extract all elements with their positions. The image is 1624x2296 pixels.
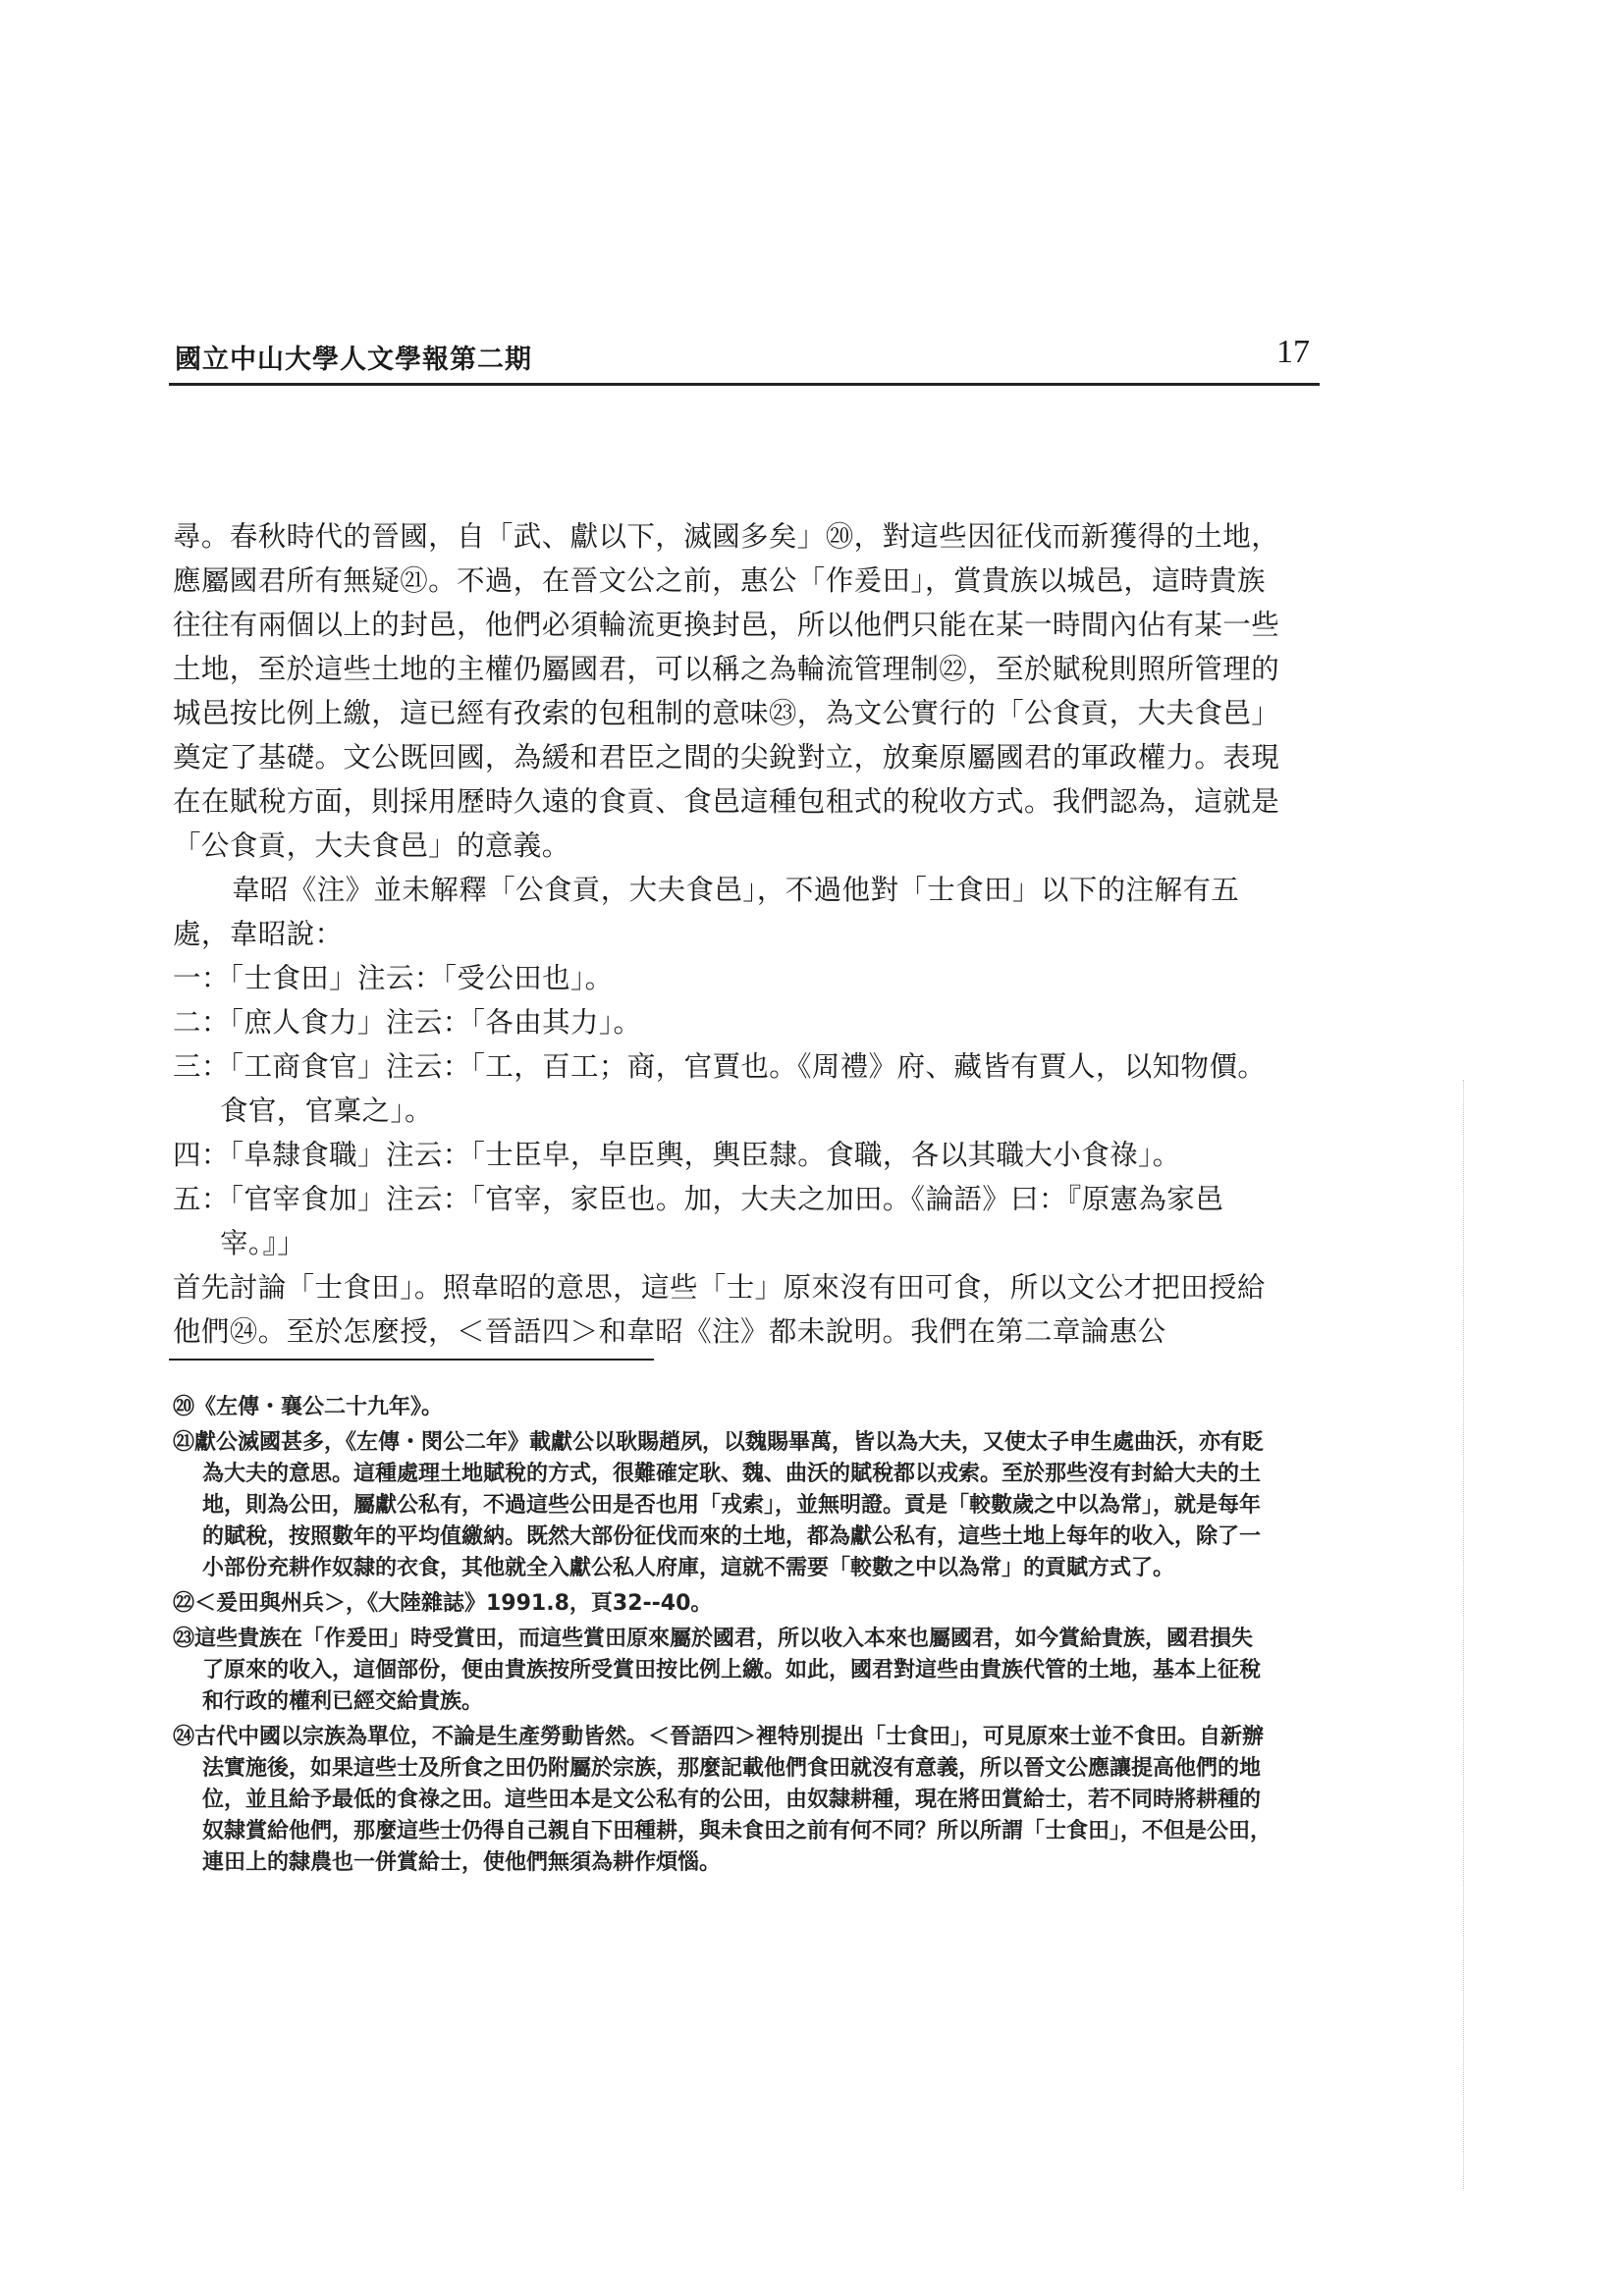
paragraph: 尋。春秋時代的晉國，自「武、獻以下，滅國多矣」⑳，對這些因征伐而新獲得的土地，應屬國君所有無疑㉑。不過，在晉文公之前，惠公「作爰田」，賞貴族以城邑，這時貴族往往有兩個以上的封邑，他們必須輪流更換封邑，所以他們只能在某一時間內佔有某一些土地，至於這些土地的主權仍屬國君，可以稱之為輪流管理制㉒，至於賦稅則照所管理的城邑按比例上繳，這已經有孜索的包租制的意味㉓，為文公實行的「公食貢，大夫食邑」奠定了基礎。文公既回國，為緩和君臣之間的尖銳對立，放棄原屬國君的軍政權力。表現在在賦稅方面，則採用歷時久遠的食貢、食邑這種包租式的稅收方式。我們認為，這就是「公食貢，大夫食邑」的意義。 [173, 520, 1280, 862]
footnote: ⑳《左傳・襄公二十九年》。 [173, 1395, 444, 1419]
journal-title: 國立中山大學人文學報第二期 [175, 345, 532, 375]
footnote: ㉒＜爰田與州兵＞，《大陸雜誌》1991.8，頁32--40。 [173, 1591, 713, 1616]
main-text [173, 514, 1282, 1354]
list-item: 四：「阜隸食職」注云：「士臣皁，皁臣輿，輿臣隸。食職，各以其職大小食祿」。 [173, 1139, 1181, 1171]
footnote-rule [169, 1359, 654, 1361]
footnotes [173, 1392, 1272, 1883]
paragraph: 韋昭《注》並未解釋「公食貢，大夫食邑」，不過他對「士食田」以下的注解有五處，韋昭說： [173, 874, 1240, 950]
footnote: ㉑獻公滅國甚多，《左傳・閔公二年》載獻公以耿賜趙夙，以魏賜畢萬，皆以為大夫，又使太子申生處曲沃，亦有貶為大夫的意思。這種處理土地賦稅的方式，很難確定耿、魏、曲沃的賦稅都以戎索。至於那些沒有封給大夫的土地，則為公田，屬獻公私有，不過這些公田是否也用「戎索」，並無明證。貢是「較數歲之中以為常」，就是每年的賦稅，按照數年的平均值繳納。既然大部份征伐而來的土地，都為獻公私有，這些土地上每年的收入，除了一小部份充耕作奴隸的衣食，其他就全入獻公私人府庫，這就不需要「較數之中以為常」的貢賦方式了。 [173, 1430, 1265, 1580]
scan-margin-line [1463, 1080, 1464, 2189]
list-item: 五：「官宰食加」注云：「官宰，家臣也。加，大夫之加田。《論語》曰：『原憲為家邑宰。』」 [173, 1183, 1224, 1259]
list-item: 一：「士食田」注云：「受公田也」。 [173, 962, 614, 994]
page-number: 17 [1276, 334, 1310, 370]
paragraph: 首先討論「士食田」。照韋昭的意思，這些「士」原來沒有田可食，所以文公才把田授給他們㉔。至於怎麼授，＜晉語四＞和韋昭《注》都未說明。我們在第二章論惠公 [173, 1271, 1266, 1348]
list-item: 二：「庶人食力」注云：「各由其力」。 [173, 1006, 642, 1039]
footnote: ㉔古代中國以宗族為單位，不論是生產勞動皆然。＜晉語四＞裡特別提出「士食田」，可見原來士並不食田。自新辦法實施後，如果這些士及所食之田仍附屬於宗族，那麼記載他們食田就沒有意義，所以晉文公應讓提高他們的地位，並且給予最低的食祿之田。這些田本是文公私有的公田，由奴隸耕種，現在將田賞給士，若不同時將耕種的奴隸賞給他們，那麼這些士仍得自己親自下田種耕，與未食田之前有何不同？所以所謂「士食田」，不但是公田，連田上的隸農也一併賞給士，使他們無須為耕作煩惱。 [173, 1725, 1272, 1875]
list-item: 三：「工商食官」注云：「工，百工；商，官賈也。《周禮》府、藏皆有賈人，以知物價。食官，官稟之」。 [173, 1050, 1267, 1127]
running-header [169, 330, 1320, 386]
footnote: ㉓這些貴族在「作爰田」時受賞田，而這些賞田原來屬於國君，所以收入本來也屬國君，如今賞給貴族，國君損失了原來的收入，這個部份，便由貴族按所受賞田按比例上繳。如此，國君對這些由貴族代管的土地，基本上征稅和行政的權利已經交給貴族。 [173, 1627, 1262, 1714]
